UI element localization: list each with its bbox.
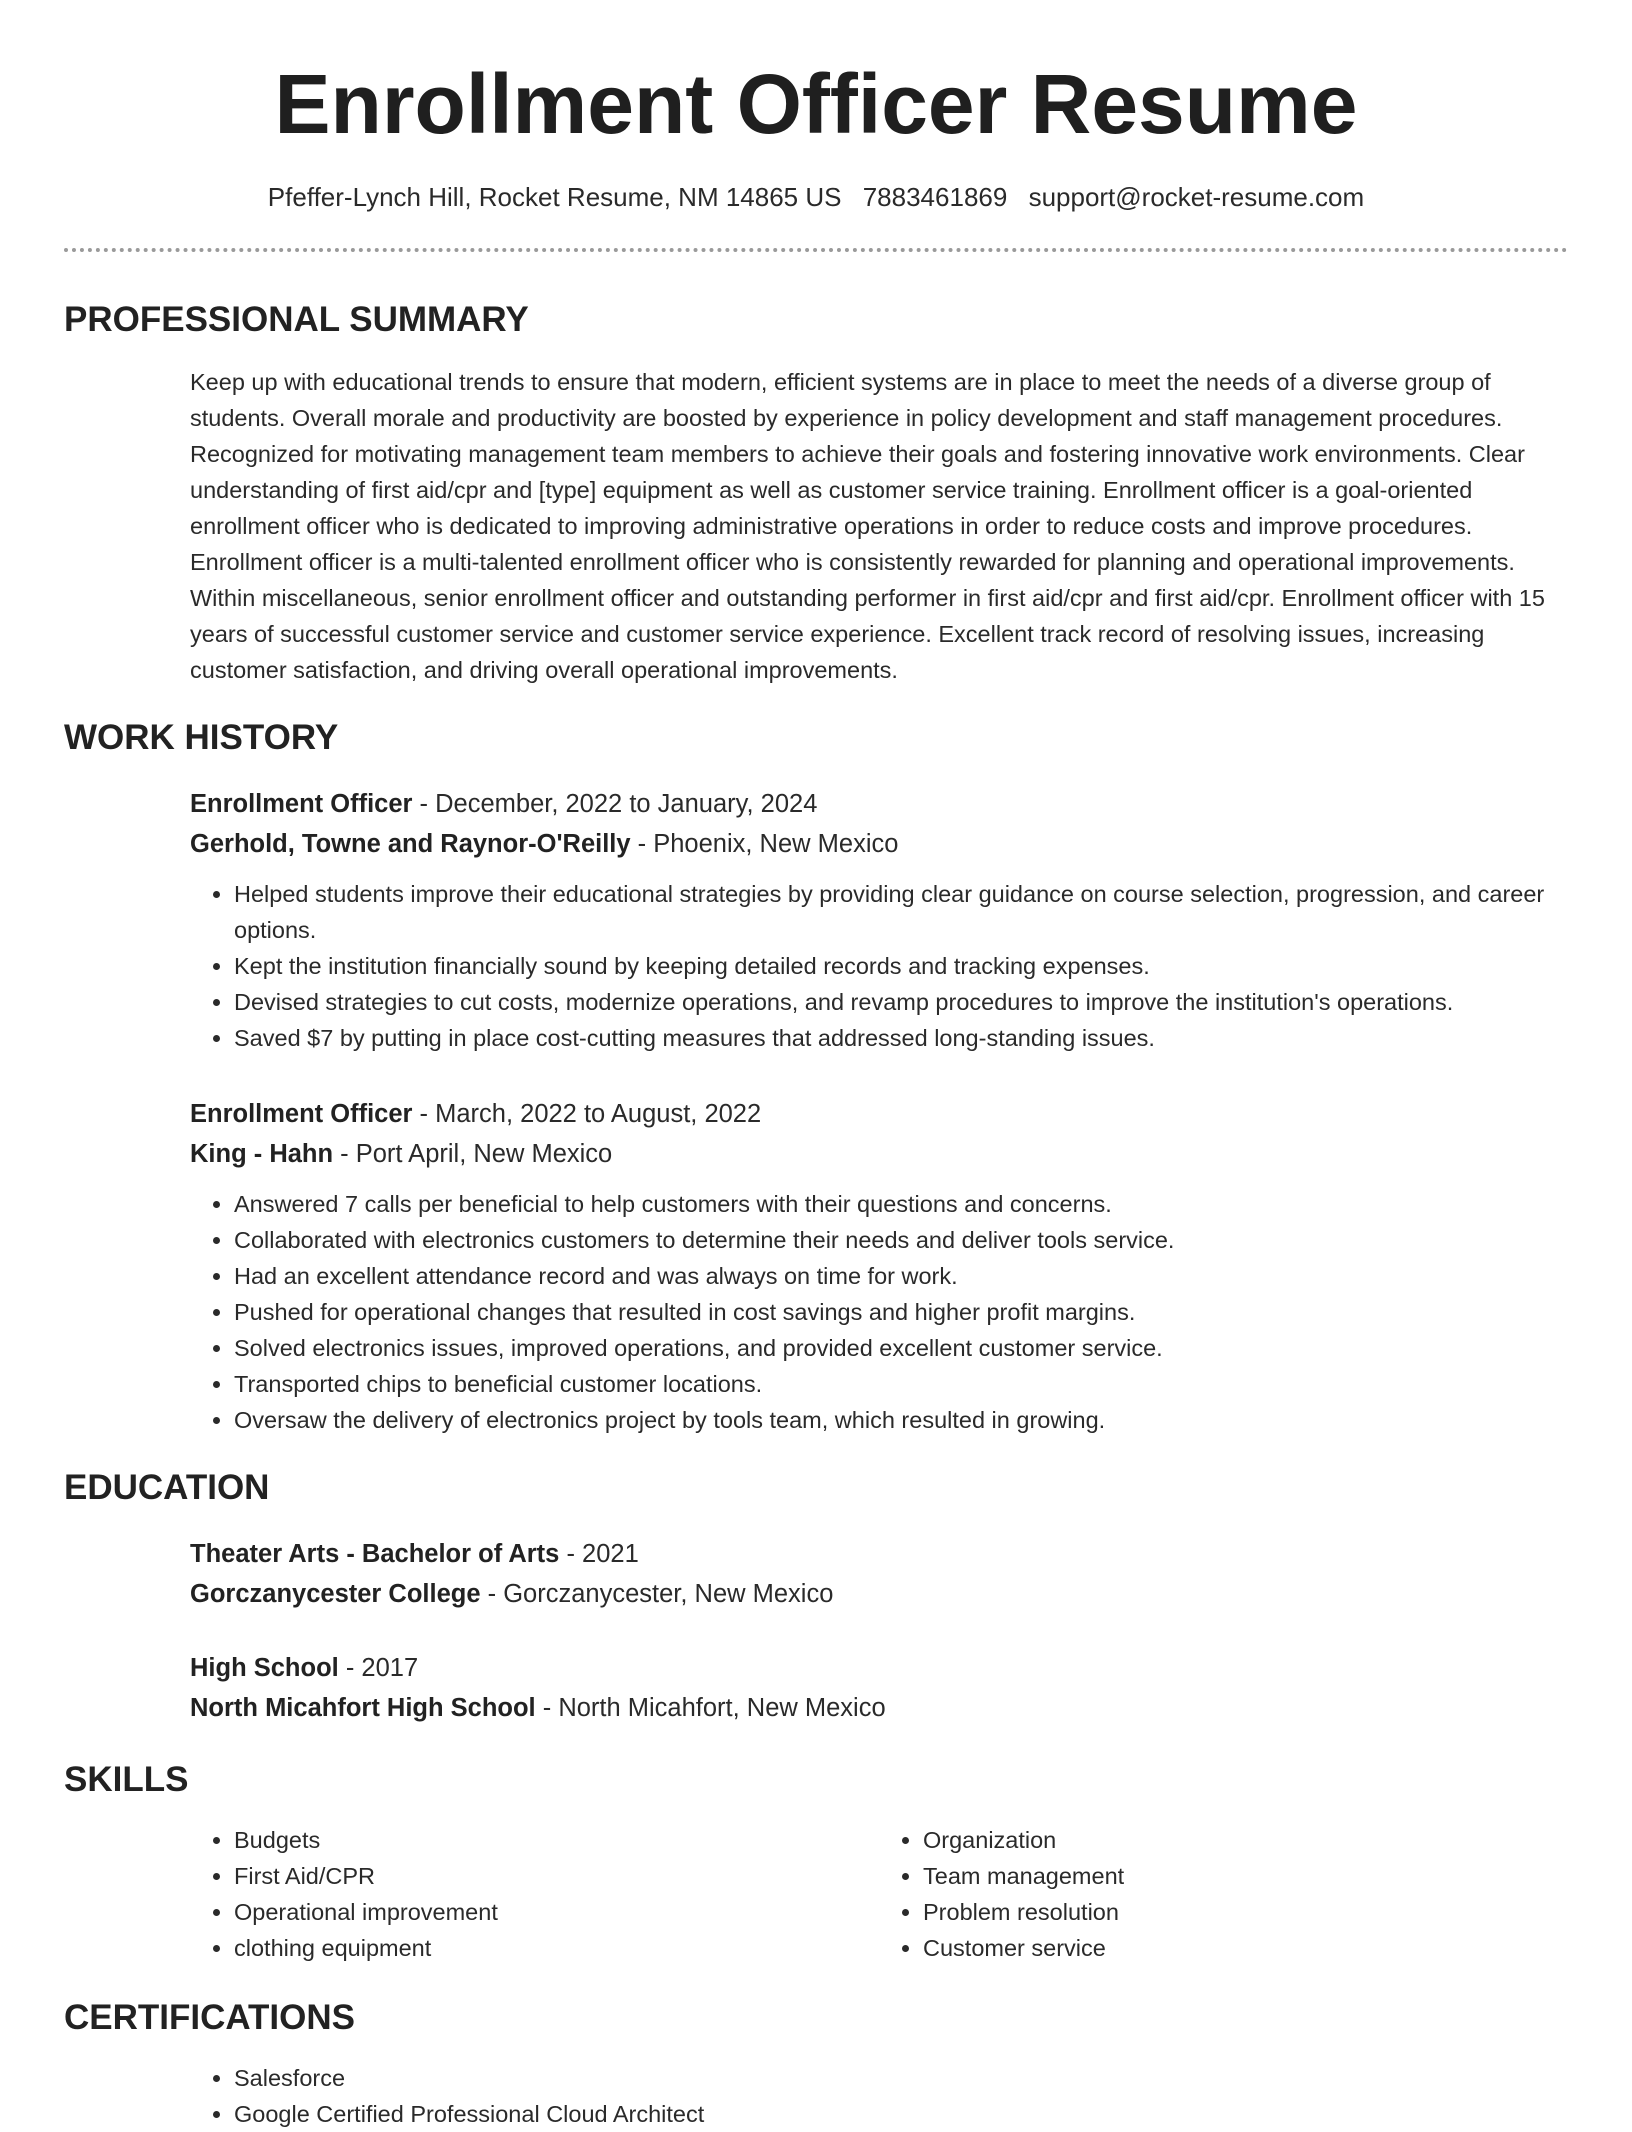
- degree-line: [190, 1648, 1568, 1688]
- section-title-work-history: WORK HISTORY: [64, 718, 339, 757]
- list-item: • Saved $7 by putting in place cost-cutting measures that addressed long-standing issues.: [234, 1020, 1568, 1056]
- school-location: - North Micahfort, New Mexico: [535, 1694, 886, 1722]
- degree-year: - 2021: [559, 1540, 639, 1568]
- list-item: • Budgets: [234, 1822, 879, 1858]
- job-dates: - December, 2022 to January, 2024: [412, 790, 818, 818]
- school-line: [190, 1688, 1568, 1728]
- certifications-list: [190, 2060, 1568, 2132]
- certifications-items: [190, 2060, 1568, 2132]
- list-item: • Kept the institution financially sound by keeping detailed records and tracking expenses.: [234, 948, 1568, 984]
- page-title: Enrollment Officer Resume: [274, 57, 1358, 151]
- list-item: • Google Certified Professional Cloud Architect: [234, 2096, 1568, 2132]
- education-entry: [190, 1534, 1568, 1614]
- job-company-line: [190, 824, 1568, 864]
- degree-line: [190, 1534, 1568, 1574]
- list-item: • Organization: [923, 1822, 1568, 1858]
- job-title-line: [190, 1094, 1568, 1134]
- resume-page: [64, 0, 1568, 2132]
- section-title-summary: PROFESSIONAL SUMMARY: [64, 300, 529, 339]
- job-duties: [190, 876, 1568, 1056]
- job-company: Gerhold, Towne and Raynor-O'Reilly: [190, 830, 631, 858]
- list-item: • Team management: [923, 1858, 1568, 1894]
- job-title-line: [190, 784, 1568, 824]
- job-title: Enrollment Officer: [190, 790, 413, 818]
- skills-column-left: [190, 1822, 879, 1966]
- section-title-education: EDUCATION: [64, 1468, 270, 1507]
- skills-column-right: [879, 1822, 1568, 1966]
- job-entry: [190, 784, 1568, 1056]
- list-item: • Collaborated with electronics customers to determine their needs and deliver tools service.: [234, 1222, 1568, 1258]
- job-location: - Phoenix, New Mexico: [630, 830, 899, 858]
- school: Gorczanycester College: [190, 1580, 481, 1608]
- list-item: • Answered 7 calls per beneficial to help customers with their questions and concerns.: [234, 1186, 1568, 1222]
- address: Pfeffer-Lynch Hill, Rocket Resume, NM 14865 US: [267, 182, 842, 212]
- job-duties: [190, 1186, 1568, 1438]
- contact-line: [64, 180, 1568, 214]
- school-location: - Gorczanycester, New Mexico: [480, 1580, 834, 1608]
- degree: Theater Arts - Bachelor of Arts: [190, 1540, 560, 1568]
- job-location: - Port April, New Mexico: [333, 1140, 613, 1168]
- degree-year: - 2017: [338, 1654, 419, 1682]
- section-title-certifications: CERTIFICATIONS: [64, 1998, 356, 2037]
- job-company: King - Hahn: [190, 1140, 334, 1168]
- job-title: Enrollment Officer: [190, 1100, 413, 1128]
- list-item: • Operational improvement: [234, 1894, 879, 1930]
- skills-grid: [190, 1822, 1568, 1966]
- list-item: • Salesforce: [234, 2060, 1568, 2096]
- list-item: • Transported chips to beneficial customer locations.: [234, 1366, 1568, 1402]
- phone: 7883461869: [862, 182, 1008, 212]
- list-item: • First Aid/CPR: [234, 1858, 879, 1894]
- job-dates: - March, 2022 to August, 2022: [412, 1100, 762, 1128]
- list-item: • Pushed for operational changes that resulted in cost savings and higher profit margins.: [234, 1294, 1568, 1330]
- list-item: • Helped students improve their educational strategies by providing clear guidance on course selection, progression, and career options.: [234, 876, 1568, 948]
- list-item: • clothing equipment: [234, 1930, 879, 1966]
- section-title-skills: SKILLS: [64, 1760, 189, 1799]
- summary-text: Keep up with educational trends to ensure that modern, efficient systems are in place to meet the needs of a diverse group of students. Overall morale and productivity are boosted by experience in policy development and staff management procedures. Recognized for motivating management team members to achieve their goals and fostering innovative work environments. Clear understanding of first aid/cpr and [type] equipment as well as customer service training. Enrollment officer is a goal-oriented enrollment officer who is dedicated to improving administrative operations in order to reduce costs and improve procedures. Enrollment officer is a multi-talented enrollment officer who is consistently rewarded for planning and operational improvements. Within miscellaneous, senior enrollment officer and outstanding performer in first aid/cpr and first aid/cpr. Enrollment officer with 15 years of successful customer service and customer service experience. Excellent track record of resolving issues, increasing customer satisfaction, and driving overall operational improvements.: [190, 369, 1545, 683]
- school-line: [190, 1574, 1568, 1614]
- school: North Micahfort High School: [190, 1694, 536, 1722]
- degree: High School: [190, 1654, 339, 1682]
- education-entry: [190, 1648, 1568, 1728]
- list-item: • Solved electronics issues, improved operations, and provided excellent customer service.: [234, 1330, 1568, 1366]
- list-item: • Customer service: [923, 1930, 1568, 1966]
- list-item: • Had an excellent attendance record and was always on time for work.: [234, 1258, 1568, 1294]
- email: support@rocket-resume.com: [1028, 182, 1365, 212]
- list-item: • Problem resolution: [923, 1894, 1568, 1930]
- list-item: • Oversaw the delivery of electronics project by tools team, which resulted in growing.: [234, 1402, 1568, 1438]
- job-company-line: [190, 1134, 1568, 1174]
- list-item: • Devised strategies to cut costs, modernize operations, and revamp procedures to improve the institution's operations.: [234, 984, 1568, 1020]
- job-entry: [190, 1094, 1568, 1438]
- header-divider: [64, 248, 1568, 252]
